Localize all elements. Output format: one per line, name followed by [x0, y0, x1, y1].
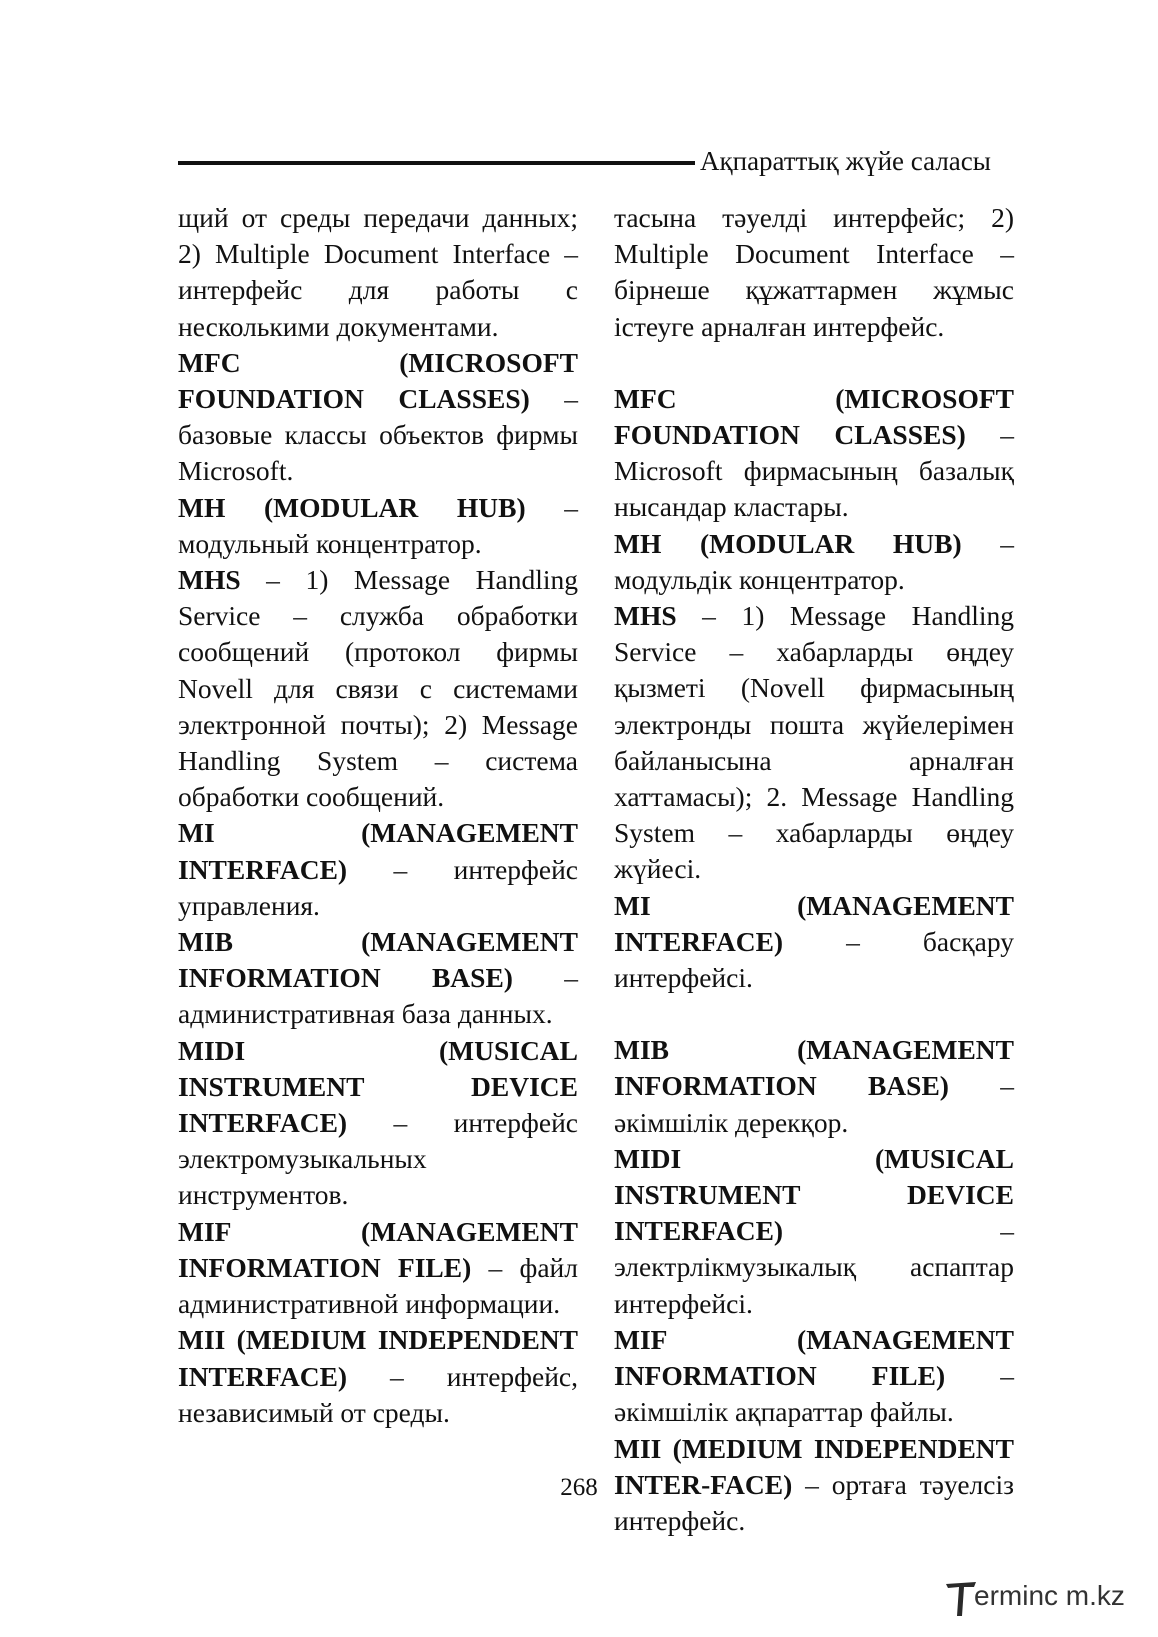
- entry-definition: щий от среды передачи данных; 2) Multiple Document Interface – интерфейс для работы с несколькими документами.: [178, 202, 578, 342]
- left-column: [178, 200, 578, 1431]
- entry-term: MII (MEDIUM INDEPENDENT INTER-FACE): [614, 1432, 1014, 1500]
- entry-mfc: [178, 345, 578, 490]
- entry-definition: – басқару интерфейсі.: [614, 925, 1014, 994]
- entry-term: MFC (MICROSOFT FOUNDATION CLASSES): [178, 346, 578, 415]
- entry-definition: – модульный концентратор.: [178, 491, 578, 559]
- entry-definition: – Microsoft фирмасының базалық нысандар кластары.: [614, 419, 1015, 523]
- entry-continued: [614, 200, 1014, 345]
- entry-term: MH (MODULAR HUB): [614, 527, 962, 559]
- entry-term: MIDI (MUSICAL INSTRUMENT DEVICE INTERFACE): [178, 1034, 578, 1139]
- entry-midi: [614, 1141, 1014, 1322]
- entry-term: MIF (MANAGEMENT INFORMATION FILE): [614, 1323, 1014, 1392]
- entry-definition: – интерфейс управления.: [178, 853, 578, 921]
- entry-term: MIF (MANAGEMENT INFORMATION FILE): [178, 1215, 578, 1283]
- entry-definition: – ортаға тәуелсіз интерфейс.: [614, 1468, 1014, 1536]
- entry-term: MHS: [614, 600, 677, 632]
- entry-mh: [614, 526, 1014, 598]
- entry-definition: – әкімшілік ақпараттар файлы.: [614, 1360, 1014, 1428]
- termincom-logo-icon: [944, 1578, 978, 1618]
- entry-definition: – административная база данных.: [178, 962, 578, 1030]
- entry-term: MH (MODULAR HUB): [178, 491, 526, 523]
- entry-mif: [614, 1322, 1014, 1431]
- entry-mib: [178, 924, 578, 1033]
- entry-definition: – 1) Message Handling Service – хабарларды өңдеу қызметі (Novell фирмасының электронды пошта жүйелерімен байланысына арналған хаттамасы); 2. Message Handling System – хабарларды өңдеу жүйесі.: [614, 600, 1014, 885]
- entry-term: MII (MEDIUM INDEPENDENT INTERFACE): [178, 1324, 578, 1392]
- right-column: [614, 200, 1014, 1539]
- entry-definition: – әкімшілік дерекқор.: [614, 1070, 1014, 1138]
- entry-definition: – модульдік концентратор.: [614, 527, 1014, 595]
- entry-mib: [614, 1032, 1014, 1141]
- entry-term: MIB (MANAGEMENT INFORMATION BASE): [178, 926, 578, 994]
- entry-definition: – интерфейс, независимый от среды.: [178, 1360, 578, 1428]
- entry-mhs: [178, 562, 578, 815]
- entry-mfc: [614, 381, 1014, 526]
- header-rule: [178, 161, 695, 165]
- entry-term: MIDI (MUSICAL INSTRUMENT DEVICE INTERFACE): [614, 1142, 1014, 1247]
- entry-mhs: [614, 598, 1014, 888]
- entry-definition: – базовые классы объектов фирмы Microsoft.: [178, 383, 579, 487]
- entry-mh: [178, 490, 578, 562]
- entry-midi: [178, 1033, 578, 1214]
- entry-definition: тасына тәуелді интерфейс; 2) Multiple Document Interface – бірнеше құжаттармен жұмыс істеуге арналған интерфейс.: [614, 202, 1014, 342]
- entry-continued: [178, 200, 578, 345]
- entry-term: MIB (MANAGEMENT INFORMATION BASE): [614, 1034, 1014, 1102]
- entry-term: MFC (MICROSOFT FOUNDATION CLASSES): [614, 382, 1014, 451]
- watermark-text: erminc m.kz: [974, 1580, 1125, 1611]
- entry-term: MI (MANAGEMENT INTERFACE): [178, 817, 578, 885]
- entry-mi: [178, 815, 578, 924]
- entry-term: MHS: [178, 564, 241, 596]
- entry-definition: – файл административной информации.: [178, 1251, 578, 1320]
- entry-term: MI (MANAGEMENT INTERFACE): [614, 889, 1014, 957]
- entry-mi: [614, 888, 1014, 997]
- header-title: Ақпараттық жүйе саласы: [700, 146, 991, 176]
- entry-definition: – электрлікмузыкалық аспаптар интерфейсі.: [614, 1215, 1014, 1319]
- entry-mii: [178, 1322, 578, 1431]
- entry-definition: – 1) Message Handling Service – служба обработки сообщений (протокол фирмы Novell для связи с системами электронной почты); 2) Message Handling System – система обработки сообщений.: [178, 564, 578, 813]
- entry-mif: [178, 1214, 578, 1323]
- watermark: [944, 1578, 1144, 1620]
- entry-definition: – интерфейс электромузыкальных инструментов.: [178, 1107, 578, 1211]
- page-number: 268: [560, 1474, 598, 1501]
